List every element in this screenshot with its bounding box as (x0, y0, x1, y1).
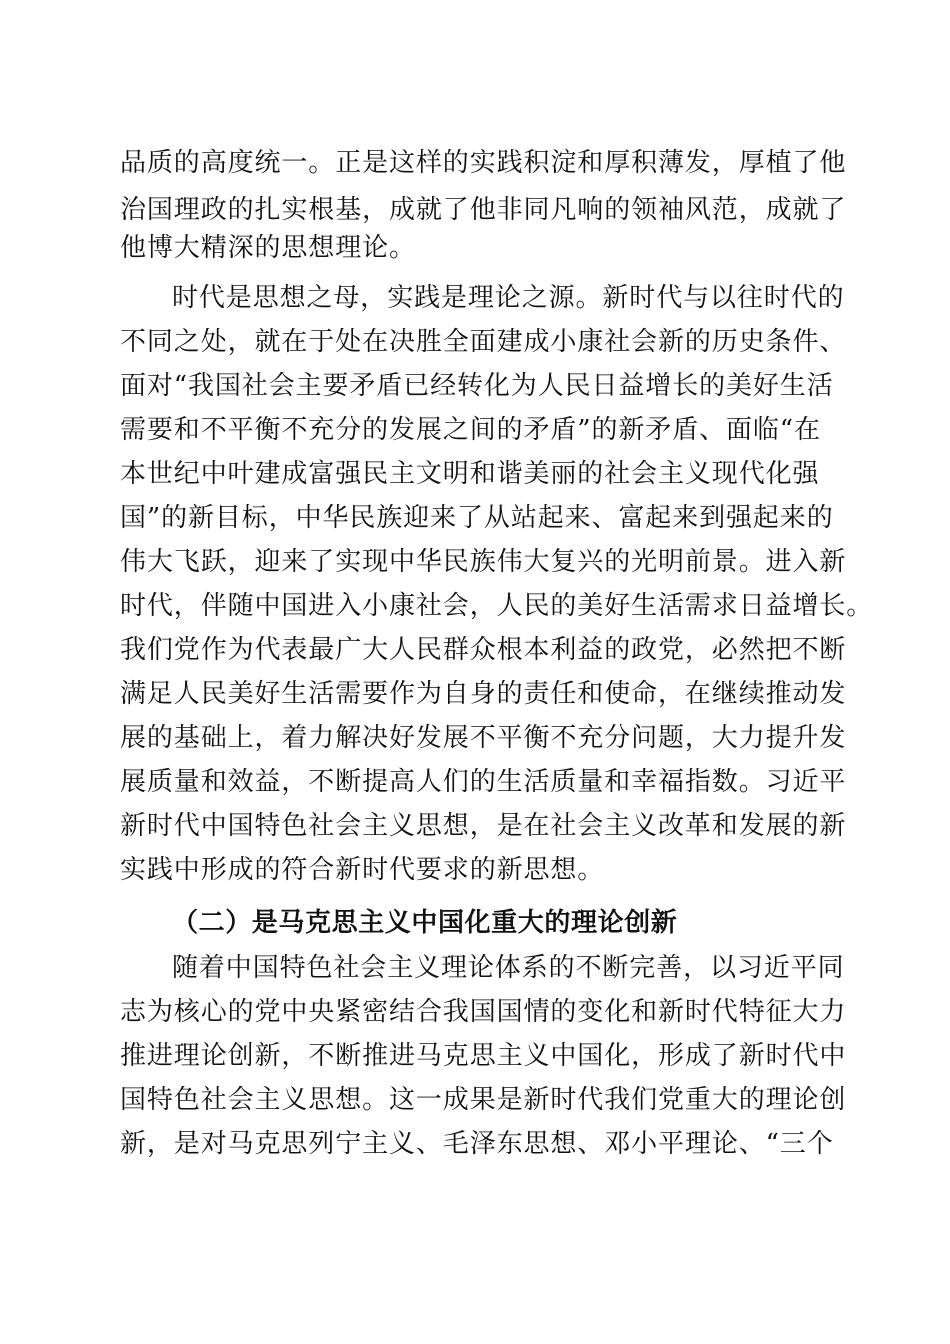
section-heading: （二）是马克思主义中国化重大的理论创新 (172, 908, 678, 938)
paragraph-line: 新，是对马克思列宁主义、毛泽东思想、邓小平理论、“三个 (120, 1129, 834, 1159)
paragraph-line: 他博大精深的思想理论。 (120, 233, 416, 263)
paragraph-line: 推进理论创新，不断推进马克思主义中国化，形成了新时代中 (120, 1041, 847, 1071)
paragraph-line: 时代是思想之母，实践是理论之源。新时代与以往时代的 (172, 283, 845, 313)
paragraph-line: 不同之处，就在于处在决胜全面建成小康社会新的历史条件、 (120, 327, 847, 357)
paragraph-line: 我们党作为代表最广大人民群众根本利益的政党，必然把不断 (120, 635, 847, 665)
paragraph-line: 伟大飞跃，迎来了实现中华民族伟大复兴的光明前景。进入新 (120, 547, 847, 577)
paragraph-line: 品质的高度统一。正是这样的实践积淀和厚积薄发，厚植了他 (120, 148, 847, 178)
paragraph-line: 新时代中国特色社会主义思想，是在社会主义改革和发展的新 (120, 811, 847, 841)
paragraph-line: 治国理政的扎实根基，成就了他非同凡响的领袖风范，成就了 (120, 195, 847, 225)
paragraph-line: 国”的新目标，中华民族迎来了从站起来、富起来到强起来的 (120, 503, 834, 533)
paragraph-line: 志为核心的党中央紧密结合我国国情的变化和新时代特征大力 (120, 997, 847, 1027)
paragraph-line: 面对“我国社会主要矛盾已经转化为人民日益增长的美好生活 (120, 371, 834, 401)
paragraph-line: 时代，伴随中国进入小康社会，人民的美好生活需求日益增长。 (120, 591, 874, 621)
paragraph-line: 国特色社会主义思想。这一成果是新时代我们党重大的理论创 (120, 1085, 847, 1115)
paragraph-line: 满足人民美好生活需要作为自身的责任和使命，在继续推动发 (120, 679, 847, 709)
paragraph-line: 展的基础上，着力解决好发展不平衡不充分问题，大力提升发 (120, 723, 847, 753)
paragraph-line: 需要和不平衡不充分的发展之间的矛盾”的新矛盾、面临“在 (120, 415, 821, 445)
paragraph-line: 随着中国特色社会主义理论体系的不断完善，以习近平同 (172, 953, 845, 983)
paragraph-line: 本世纪中叶建成富强民主文明和谐美丽的社会主义现代化强 (120, 459, 820, 489)
paragraph-line: 展质量和效益，不断提高人们的生活质量和幸福指数。习近平 (120, 767, 847, 797)
paragraph-line: 实践中形成的符合新时代要求的新思想。 (120, 855, 605, 885)
